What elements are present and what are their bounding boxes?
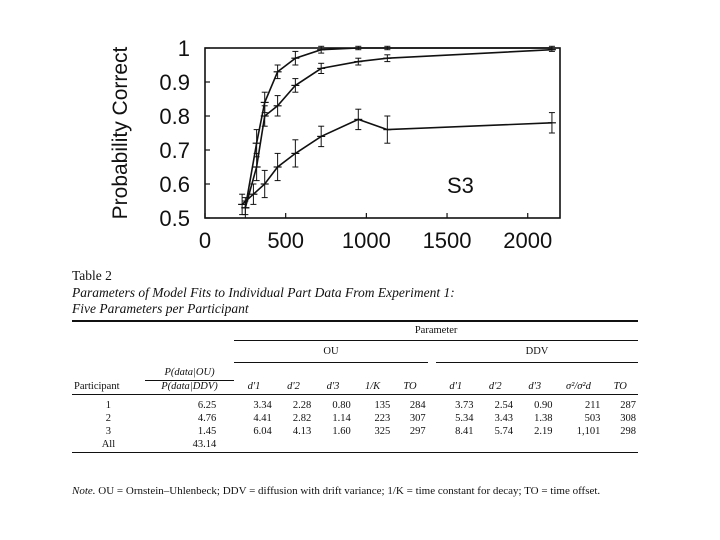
y-tick-label: 0.6 <box>159 172 190 197</box>
ou-cell: 284 <box>409 400 426 411</box>
table-row <box>72 413 638 426</box>
ddv-cell: 5.74 <box>494 426 513 437</box>
ddv-cell: 1,101 <box>576 426 601 437</box>
ddv-cell: 308 <box>620 413 636 424</box>
ou-cell: 0.80 <box>332 400 351 411</box>
x-tick-label: 500 <box>267 228 305 253</box>
ou-cell: 2.28 <box>292 400 312 411</box>
ou-cell: 4.41 <box>253 413 272 424</box>
ddv-cell: 3.73 <box>455 400 474 411</box>
ou-cell: 6.04 <box>253 426 272 437</box>
ou-col-invk: 1/K <box>364 380 381 392</box>
note-text: OU = Ornstein–Uhlenbeck; DDV = diffusion with drift variance; 1/K = time constant for decay; TO = time offset. <box>98 485 601 497</box>
y-axis-label: Probability Correct <box>109 46 132 220</box>
ddv-cell: 298 <box>620 426 636 437</box>
ddv-col-d1: d'1 <box>449 380 463 392</box>
ddv-cell: 1.38 <box>534 413 553 424</box>
table-label: Table 2 <box>72 268 112 283</box>
table-row <box>72 439 638 453</box>
table-title-line1: Parameters of Model Fits to Individual Part Data From Experiment 1: <box>72 285 455 300</box>
psychometric-figure <box>0 0 720 262</box>
x-tick-label: 0 <box>198 228 212 253</box>
participant-cell: 2 <box>105 413 112 424</box>
y-tick-label: 0.8 <box>159 104 190 129</box>
ddv-cell: 211 <box>584 400 601 411</box>
ratio-cell: 1.45 <box>197 426 217 437</box>
ou-cell: 1.60 <box>332 426 351 437</box>
ratio-cell: 43.14 <box>192 439 217 450</box>
y-tick-label: 0.7 <box>159 138 190 163</box>
ratio-denominator: P(data|DDV) <box>145 380 234 394</box>
ou-cell: 3.34 <box>253 400 272 411</box>
ou-cell: 297 <box>409 426 426 437</box>
ou-col-d3: d'3 <box>326 380 340 392</box>
x-tick-label: 1000 <box>341 228 391 253</box>
ddv-col-d2: d'2 <box>488 380 502 392</box>
ddv-cell: 5.34 <box>455 413 474 424</box>
ou-cell: 307 <box>409 413 426 424</box>
ddv-cell: 2.54 <box>494 400 513 411</box>
ddv-cell: 8.41 <box>455 426 474 437</box>
parameter-header: Parameter <box>234 321 638 341</box>
group-ddv-header: DDV <box>436 341 638 363</box>
ou-cell: 2.82 <box>292 413 312 424</box>
table-title <box>72 285 622 317</box>
ou-cell: 4.13 <box>292 426 312 437</box>
ddv-cell: 287 <box>620 400 636 411</box>
ddv-col-d3: d'3 <box>528 380 542 392</box>
ou-col-d1: d'1 <box>247 380 261 392</box>
x-tick-label: 2000 <box>503 228 553 253</box>
series-line-1 <box>245 48 552 208</box>
table-title-line2: Five Parameters per Participant <box>72 301 249 316</box>
subject-annotation: S3 <box>447 173 474 198</box>
parameter-table <box>72 320 638 453</box>
ou-cell: 325 <box>374 426 391 437</box>
ratio-numerator: P(data|OU) <box>164 367 215 378</box>
y-tick-label: 0.5 <box>159 206 190 231</box>
ou-cell: 223 <box>374 413 391 424</box>
ddv-cell: 503 <box>584 413 601 424</box>
ou-cell: 1.14 <box>332 413 351 424</box>
ou-cell: 135 <box>374 400 391 411</box>
ou-col-to: TO <box>403 380 417 392</box>
participant-cell: All <box>101 439 116 450</box>
ddv-cell: 3.43 <box>494 413 513 424</box>
table-note <box>72 484 638 499</box>
participant-cell: 1 <box>105 400 112 411</box>
ddv-col-variance: σ²/σ²d <box>566 380 591 392</box>
participant-header: Participant <box>74 380 120 392</box>
x-tick-label: 1500 <box>422 228 472 253</box>
table-row <box>72 426 638 439</box>
ddv-cell: 0.90 <box>534 400 553 411</box>
participant-cell: 3 <box>105 426 112 437</box>
group-ou-header: OU <box>234 341 427 363</box>
y-tick-label: 1 <box>177 36 190 61</box>
series-line-3 <box>242 119 552 204</box>
table-row <box>72 400 638 413</box>
note-label: Note. <box>72 485 96 497</box>
ou-col-d2: d'2 <box>287 380 300 392</box>
ddv-cell: 2.19 <box>534 426 553 437</box>
ratio-cell: 4.76 <box>197 413 217 424</box>
y-tick-label: 0.9 <box>159 70 190 95</box>
ddv-col-to: TO <box>613 380 627 392</box>
ratio-cell: 6.25 <box>197 400 217 411</box>
